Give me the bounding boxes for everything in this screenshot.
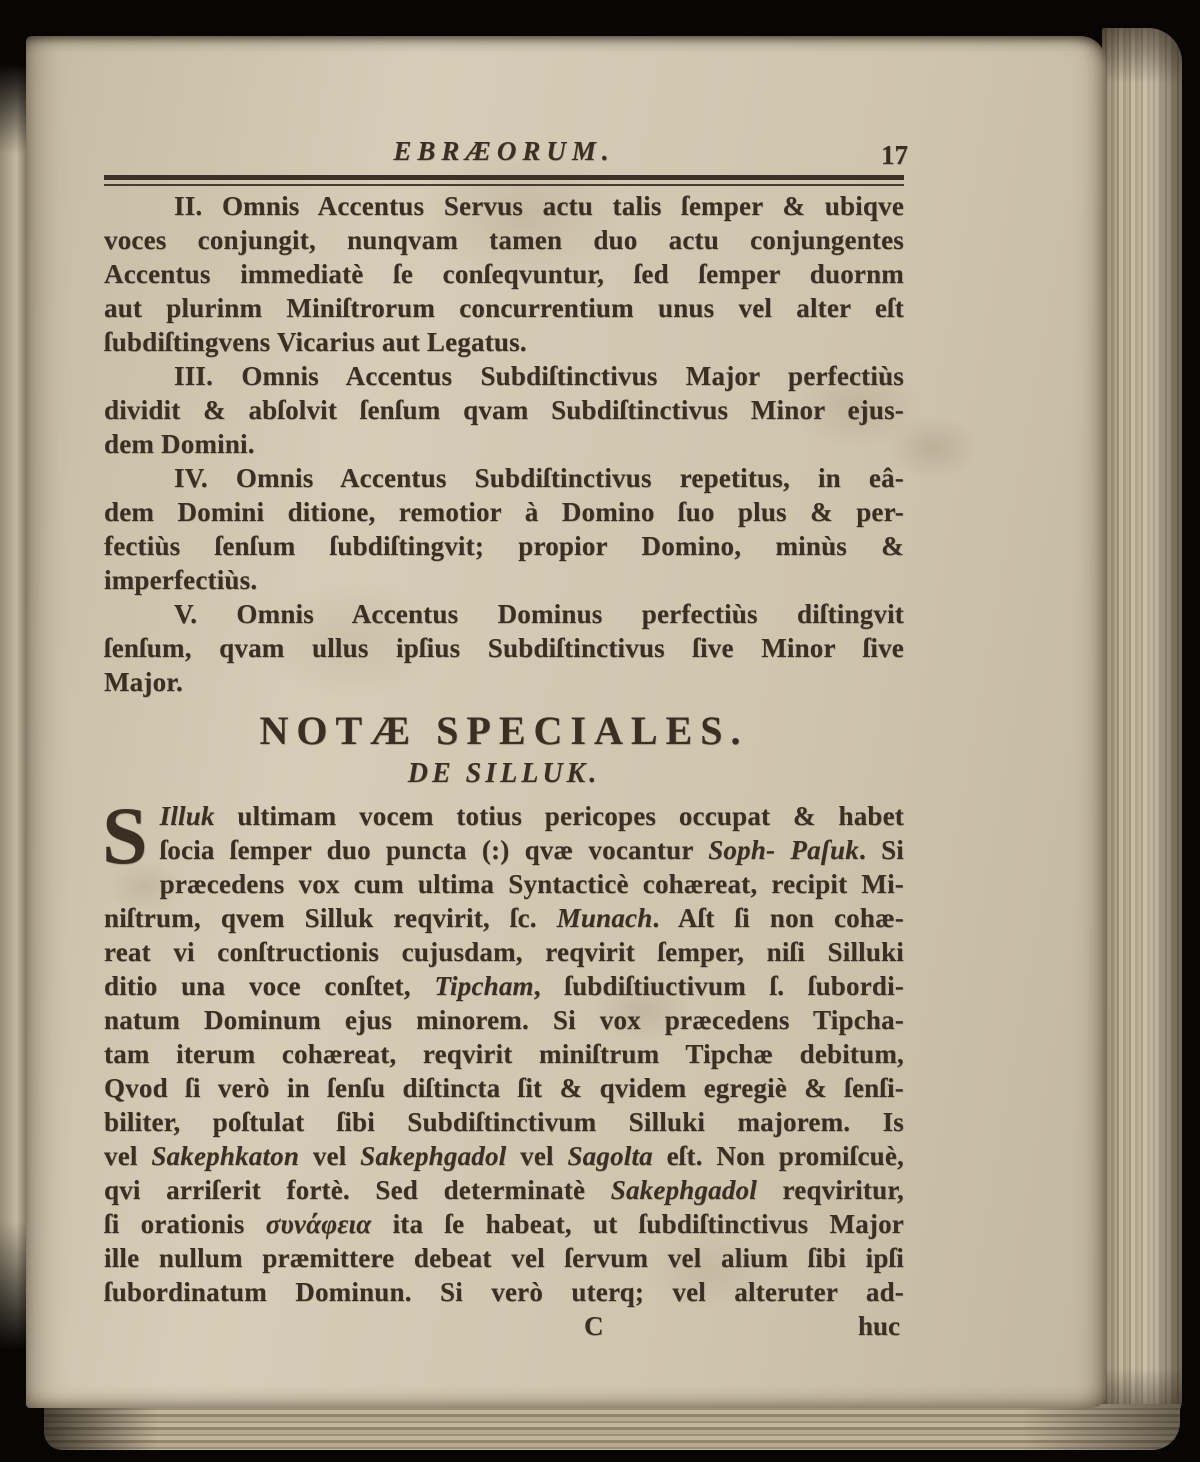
silluk-paragraph xyxy=(102,790,905,1309)
text-line xyxy=(104,1173,904,1207)
italic-term: Sakephgadol xyxy=(360,1141,507,1171)
drop-cap: S xyxy=(102,790,148,881)
text-segment: . Si xyxy=(858,835,904,865)
text-line xyxy=(104,189,904,223)
bottom-page-stack xyxy=(44,1404,1180,1450)
text-line xyxy=(104,427,904,461)
text-segment: vel xyxy=(299,1141,361,1171)
italic-term: Illuk xyxy=(159,801,215,831)
text-line xyxy=(104,461,904,495)
fore-edge-page-stack xyxy=(1102,28,1182,1424)
text-line xyxy=(104,969,904,1003)
text-segment: Accentus immediatè ſe conſeqvuntur, ſed ſemper duornm xyxy=(104,259,904,289)
catchword: huc xyxy=(857,1311,900,1341)
book-page xyxy=(26,36,1106,1408)
body-paragraphs xyxy=(104,189,904,699)
text-segment: præcedens vox cum ultima Syntacticè cohæreat, recipit Mi- xyxy=(159,869,904,899)
text-segment: qvi arriſerit fortè. Sed determinatè xyxy=(104,1175,611,1205)
text-segment: imperfectiùs. xyxy=(104,565,258,595)
footer-line xyxy=(104,1311,904,1347)
italic-term: Tipcham xyxy=(434,971,534,1001)
text-segment: dem Domini. xyxy=(104,429,255,459)
text-segment: . Aſt ſi non cohæ- xyxy=(652,903,904,933)
text-segment: ultimam vocem totius pericopes occupat & habet xyxy=(214,801,904,831)
text-line xyxy=(104,529,904,563)
text-segment: vel xyxy=(104,1141,152,1171)
text-segment: IV. Omnis Accentus Subdiſtinctivus repetitus, in eâ- xyxy=(174,463,904,493)
section-subheading: DE SILLUK. xyxy=(407,758,601,789)
text-line xyxy=(104,359,904,393)
text-segment: Major. xyxy=(104,667,183,697)
text-line xyxy=(104,631,904,665)
text-line xyxy=(104,935,904,969)
running-title: EBRÆORUM. xyxy=(393,136,615,166)
text-line xyxy=(104,291,904,325)
text-segment: , ſubdiſtiuctivum ſ. ſubordi- xyxy=(533,971,905,1001)
paragraph xyxy=(104,597,904,699)
text-line xyxy=(104,563,904,597)
italic-term: Sakephkaton xyxy=(151,1141,300,1171)
text-segment: tam iterum cohæreat, reqvirit miniſtrum Tipchæ debitum, xyxy=(104,1039,904,1069)
text-line xyxy=(104,799,904,833)
text-line xyxy=(104,1207,904,1241)
paragraph xyxy=(104,189,904,359)
text-block xyxy=(102,36,908,1347)
text-segment: fectiùs ſenſum ſubdiſtingvit; propior Domino, minùs & xyxy=(104,531,904,561)
text-segment: ſubdiſtingvens Vicarius aut Legatus. xyxy=(104,327,527,357)
text-segment: voces conjungit, nunqvam tamen duo actu conjungentes xyxy=(104,225,904,255)
text-segment: dividit & abſolvit ſenſum qvam Subdiſtinctivus Minor ejus- xyxy=(104,395,904,425)
text-segment: reat vi conſtructionis cujusdam, reqvirit ſemper, niſi Silluki xyxy=(104,937,904,967)
text-line xyxy=(104,393,904,427)
text-segment: ille nullum præmittere debeat vel ſervum vel alium ſibi ipſi xyxy=(104,1243,904,1273)
text-line xyxy=(104,867,904,901)
text-segment: reqviritur, xyxy=(756,1175,904,1205)
text-line xyxy=(104,257,904,291)
text-line xyxy=(104,1037,904,1071)
text-segment: ſubordinatum Dominun. Si verò uterq; vel alteruter ad- xyxy=(104,1277,904,1307)
text-segment: vel xyxy=(506,1141,568,1171)
text-line xyxy=(104,1241,904,1275)
italic-term: Munach xyxy=(556,903,653,933)
running-head xyxy=(104,136,908,172)
text-line xyxy=(104,223,904,257)
text-line xyxy=(104,1139,904,1173)
text-line xyxy=(104,1275,904,1309)
text-segment: III. Omnis Accentus Subdiſtinctivus Major perfectiùs xyxy=(174,361,904,391)
text-segment: ſi orationis xyxy=(104,1209,266,1239)
text-line xyxy=(104,1071,904,1105)
text-segment: ita ſe habeat, ut ſubdiſtinctivus Major xyxy=(371,1209,904,1239)
text-line xyxy=(104,597,904,631)
section-heading: NOTÆ SPECIALES. xyxy=(259,708,749,753)
text-line xyxy=(104,1003,904,1037)
text-line xyxy=(104,901,904,935)
italic-term: Sagolta xyxy=(567,1141,653,1171)
text-line xyxy=(104,1105,904,1139)
paragraph xyxy=(104,359,904,461)
italic-term: Soph- Paſuk xyxy=(708,835,859,865)
text-segment: niſtrum, qvem Silluk reqvirit, ſc. xyxy=(104,903,557,933)
text-segment: ſenſum, qvam ullus ipſius Subdiſtinctivus ſive Minor ſive xyxy=(104,633,904,663)
text-line xyxy=(104,495,904,529)
text-segment: ſocia ſemper duo puncta (:) qvæ vocantur xyxy=(159,835,709,865)
italic-term: Sakephgadol xyxy=(610,1175,757,1205)
signature-mark: C xyxy=(584,1311,604,1341)
paragraph xyxy=(104,461,904,597)
header-rule xyxy=(104,175,904,186)
text-segment: biliter, poſtulat ſibi Subdiſtinctivum Silluki majorem. Is xyxy=(104,1107,904,1137)
page-number: 17 xyxy=(881,140,908,170)
text-line xyxy=(104,325,904,359)
italic-term: συνάφεια xyxy=(265,1209,372,1239)
text-line xyxy=(104,665,904,699)
text-segment: aut plurinm Miniſtrorum concurrentium unus vel alter eſt xyxy=(104,293,904,323)
text-line xyxy=(104,833,904,867)
text-segment: V. Omnis Accentus Dominus perfectiùs diſtingvit xyxy=(174,599,904,629)
text-segment: eſt. Non promiſcuè, xyxy=(652,1141,904,1171)
text-segment: Qvod ſi verò in ſenſu diſtincta ſit & qvidem egregiè & ſenſi- xyxy=(104,1073,904,1103)
text-segment: ditio una voce conſtet, xyxy=(104,971,435,1001)
text-segment: dem Domini ditione, remotior à Domino ſuo plus & per- xyxy=(104,497,904,527)
text-segment: natum Dominum ejus minorem. Si vox præcedens Tipcha- xyxy=(104,1005,904,1035)
text-segment: II. Omnis Accentus Servus actu talis ſemper & ubiqve xyxy=(174,191,904,221)
